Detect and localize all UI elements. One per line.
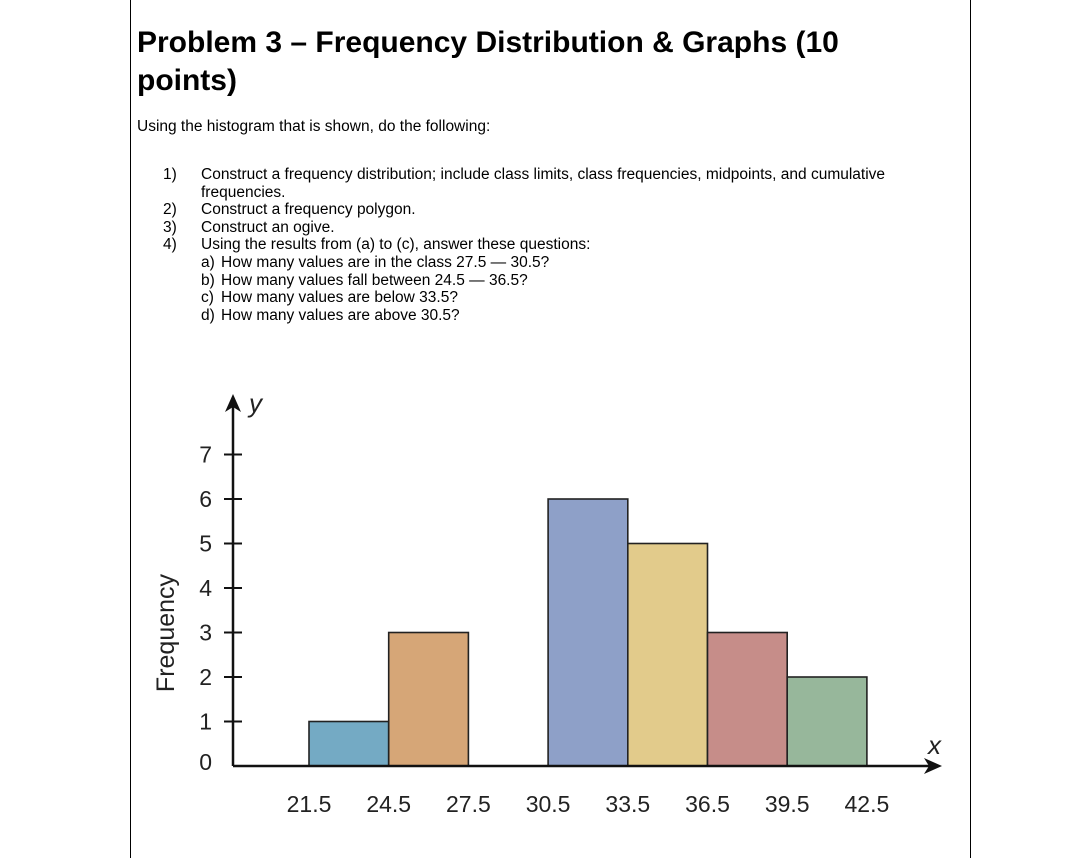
task-item [163,219,963,237]
sub-question-text: How many values fall between 24.5 — 36.5? [221,271,528,289]
y-tick-label: 0 [199,749,212,775]
sub-question-text: How many values are above 30.5? [221,306,460,324]
x-axis-label: x [928,730,941,760]
task-item [163,236,963,324]
sub-question-list [201,254,963,324]
task-text: Construct an ogive. [201,218,335,236]
sub-question-letter: b) [201,271,215,289]
x-tick-label: 30.5 [525,791,571,817]
histogram-bar [628,544,708,767]
frequency-histogram [140,386,960,836]
sub-question-text: How many values are in the class 27.5 — 30.5? [221,253,550,271]
histogram-bar [708,633,788,767]
y-tick-label: 6 [199,486,212,512]
task-number: 2) [163,201,177,219]
task-item [163,166,963,201]
x-tick-label: 21.5 [286,791,332,817]
x-axis-ticks [287,791,890,817]
x-tick-label: 27.5 [446,791,491,817]
histogram-bar [548,499,628,766]
sub-question-letter: c) [201,289,214,307]
problem-title: Problem 3 – Frequency Distribution & Graphs (10 points) [137,26,839,97]
task-body [201,236,963,324]
sub-question [201,272,963,290]
task-item [163,201,963,219]
x-tick-label: 36.5 [685,791,730,817]
histogram-bar [787,677,867,766]
sub-question-letter: a) [201,253,215,271]
x-tick-label: 24.5 [366,791,412,817]
y-tick-label: 7 [199,441,212,468]
intro-text: Using the histogram that is shown, do the following: [137,118,491,135]
task-text: Construct a frequency polygon. [201,201,416,219]
task-list [163,166,963,324]
task-text: Construct a frequency distribution; include class limits, class frequencies, midpoints, and cumulative frequencies. [201,166,886,201]
sub-question-text: How many values are below 33.5? [221,289,458,307]
y-tick-label: 2 [199,664,212,690]
histogram-bar [309,722,389,767]
task-number: 3) [163,218,177,236]
y-axis-ticks [199,442,242,776]
histogram-bars [309,499,867,766]
y-tick-label: 1 [199,708,212,735]
task-number: 1) [163,166,177,183]
x-tick-label: 42.5 [844,791,890,817]
sub-question [201,254,963,272]
y-tick-label: 3 [199,619,212,646]
y-tick-label: 5 [199,530,212,557]
histogram-bar [389,633,469,767]
sub-question [201,289,963,307]
x-tick-label: 39.5 [764,791,810,817]
task-number: 4) [163,236,177,254]
task-text: Using the results from (a) to (c), answer these questions: [201,236,591,254]
y-axis-label: y [249,388,262,418]
sub-question-letter: d) [201,306,215,324]
x-tick-label: 33.5 [605,791,651,817]
sub-question [201,307,963,325]
y-axis-title: Frequency [152,573,180,693]
y-tick-label: 4 [199,575,212,601]
